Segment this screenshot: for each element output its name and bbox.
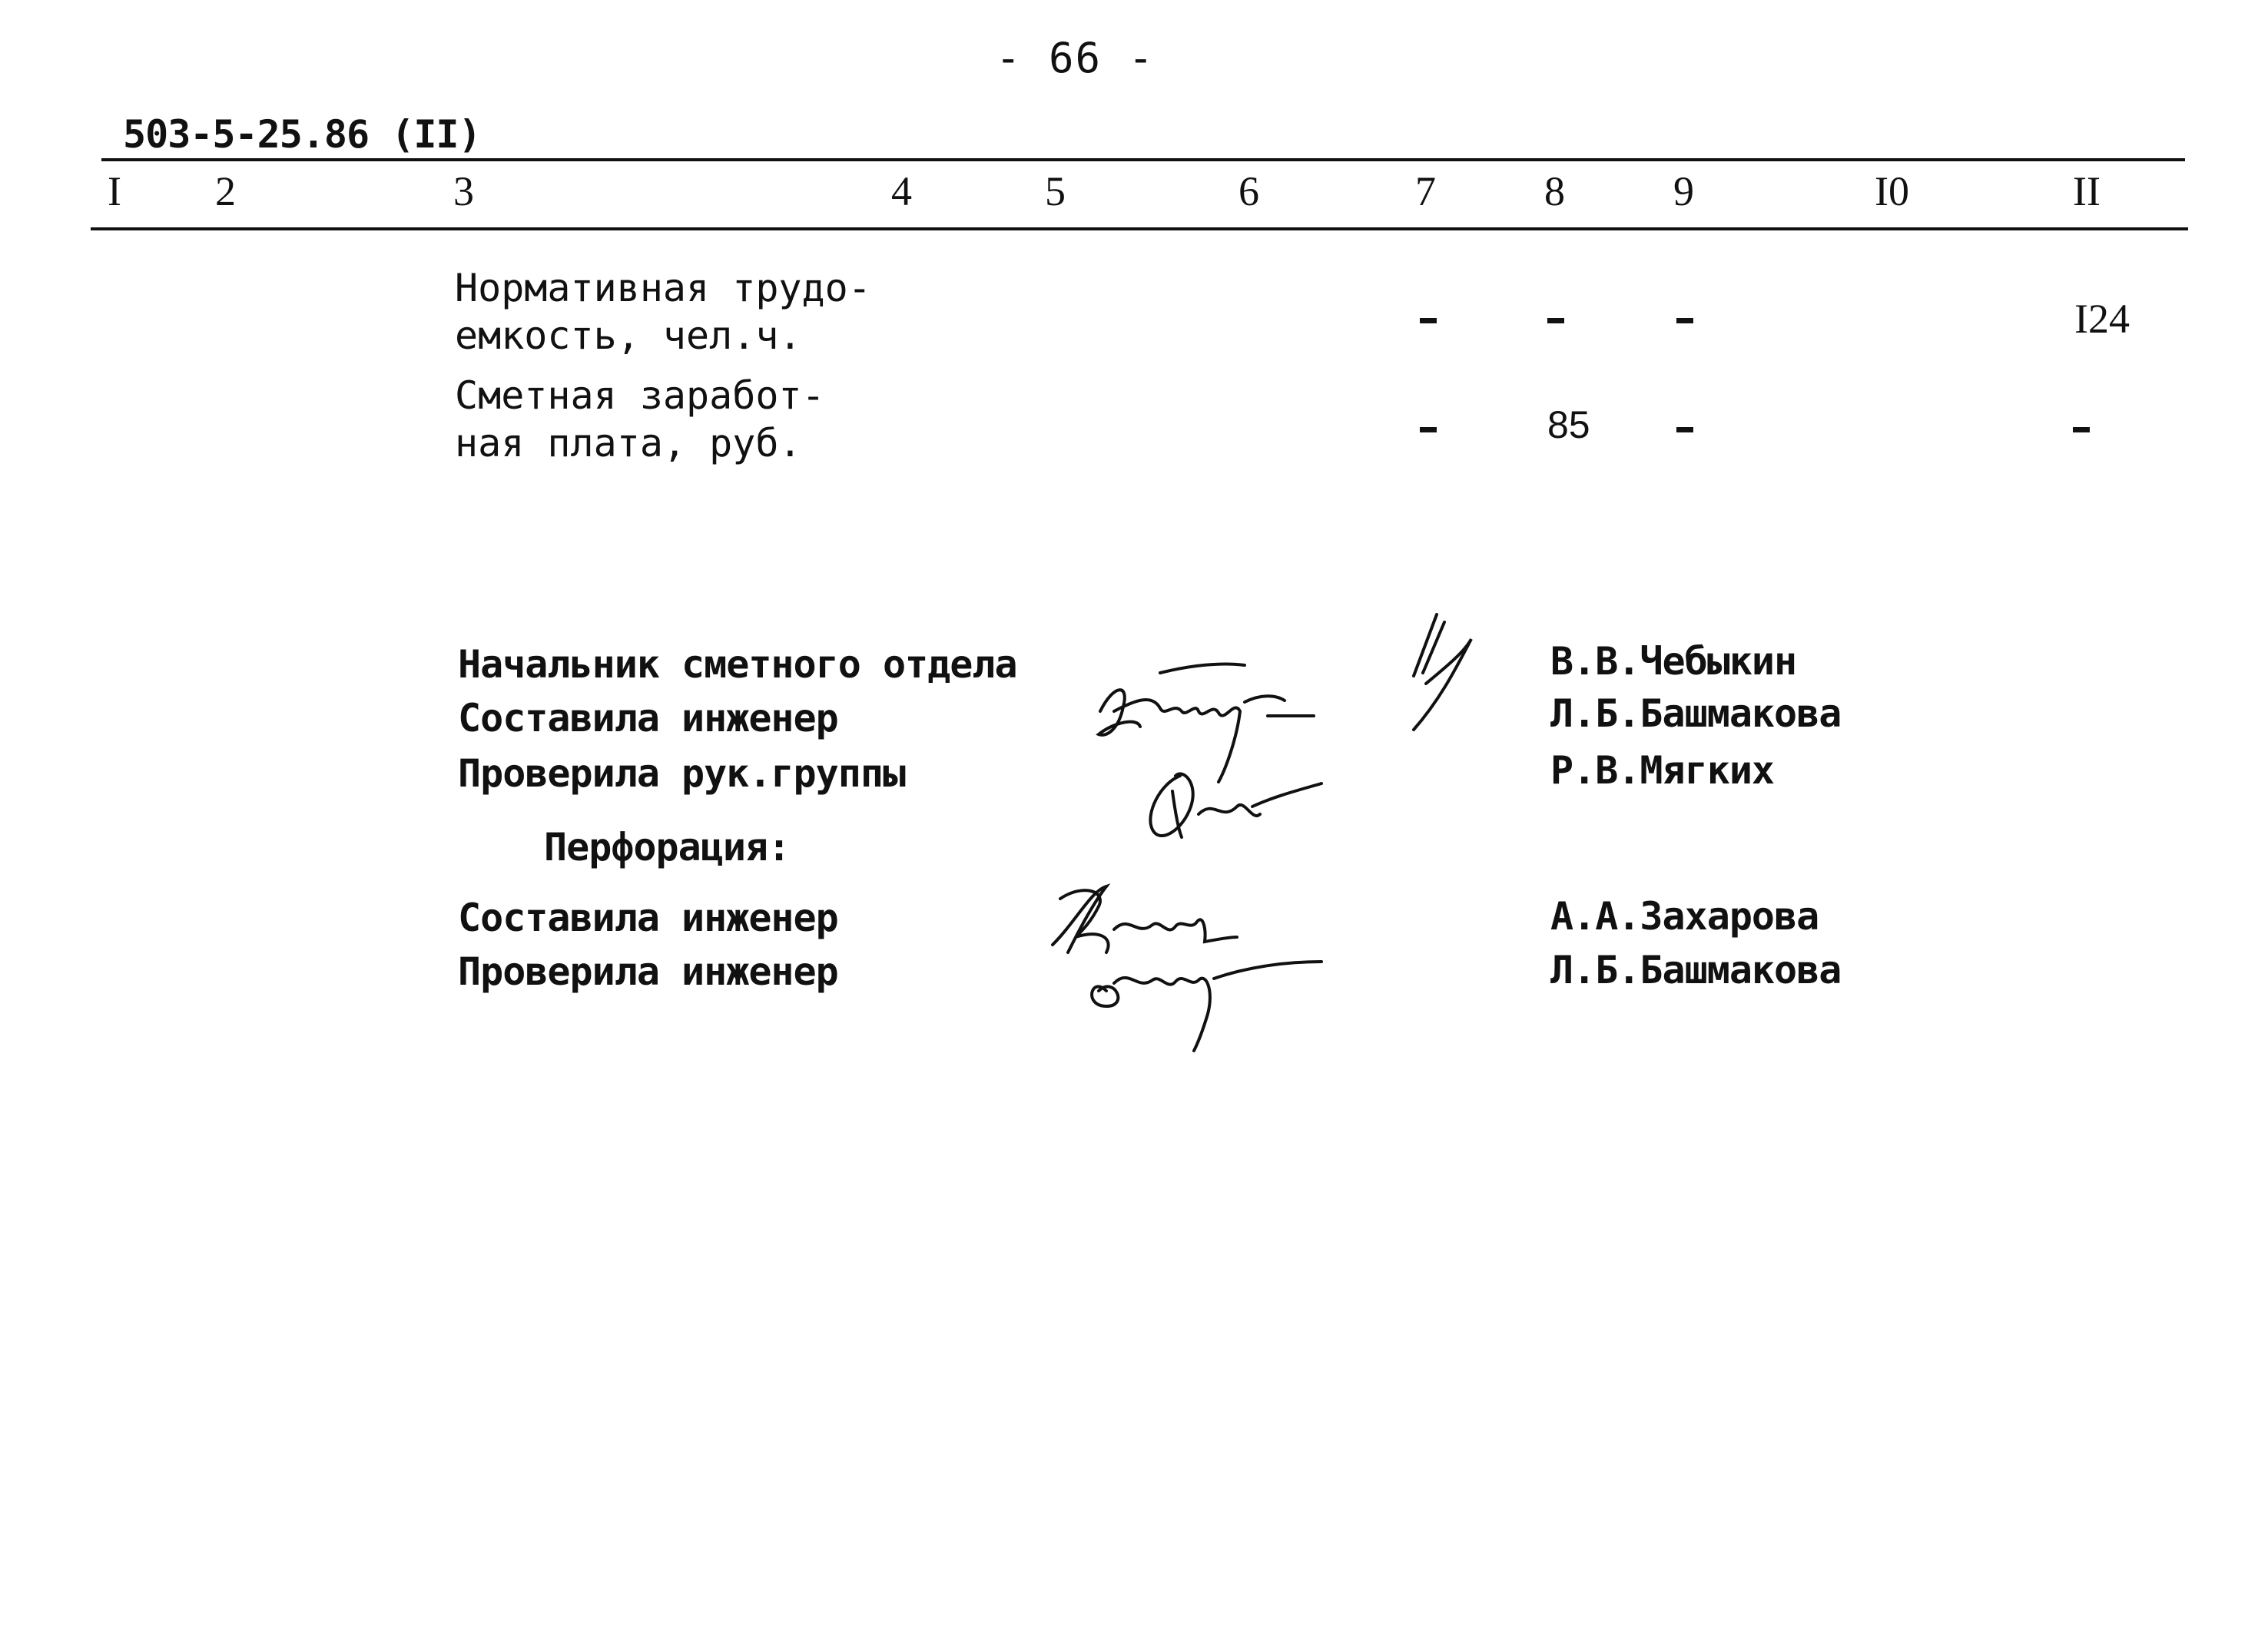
document-code: 503-5-25.86 (II): [123, 112, 481, 157]
cell-col8-dash: [1547, 318, 1564, 323]
perforation-title: Перфорация:: [544, 825, 791, 869]
cell-col9-dash: [1676, 427, 1693, 432]
table-top-rule: [101, 158, 2185, 161]
signature-role: Составила инженер: [458, 696, 838, 740]
column-header-6: 6: [1238, 168, 1259, 214]
page-number: - 66 -: [996, 34, 1156, 82]
column-header-11: II: [2073, 168, 2101, 214]
row-label-line-1: Нормативная трудо-: [455, 266, 871, 310]
cell-col7-dash: [1420, 427, 1437, 432]
column-header-10: I0: [1875, 168, 1909, 214]
cell-col9-dash: [1676, 318, 1693, 323]
signature-name: В.В.Чебыкин: [1550, 639, 1797, 684]
signature-role: Проверила рук.группы: [458, 751, 906, 796]
signature-name: Л.Б.Башмакова: [1550, 691, 1842, 736]
signature-role: Проверила инженер: [458, 949, 838, 994]
signature-name: А.А.Захарова: [1550, 894, 1819, 939]
signature-role: Составила инженер: [458, 896, 838, 940]
row-label-line-1: Сметная заработ-: [455, 373, 825, 418]
handwritten-signature-1: [1383, 599, 1506, 745]
signature-role: Начальник сметного отдела: [458, 642, 1017, 687]
column-header-4: 4: [891, 168, 912, 214]
cell-col11-dash: [2073, 427, 2090, 432]
cell-col8: 85: [1547, 403, 1590, 446]
table-header-bottom-rule: [91, 227, 2188, 230]
column-header-9: 9: [1673, 168, 1694, 214]
signature-name: Л.Б.Башмакова: [1550, 948, 1842, 992]
cell-col11: I24: [2074, 296, 2130, 342]
column-header-5: 5: [1045, 168, 1066, 214]
row-label-line-2: емкость, чел.ч.: [455, 313, 802, 358]
row-label-line-2: ная плата, руб.: [455, 421, 802, 465]
cell-col7-dash: [1420, 318, 1437, 323]
column-header-8: 8: [1544, 168, 1565, 214]
column-header-2: 2: [215, 168, 236, 214]
row-label: [455, 372, 825, 467]
column-header-3: 3: [453, 168, 474, 214]
column-header-7: 7: [1415, 168, 1436, 214]
column-header-1: I: [108, 168, 121, 214]
handwritten-signature-4: [1030, 876, 1352, 1060]
row-label: [455, 264, 871, 359]
signature-name: Р.В.Мягких: [1550, 748, 1775, 793]
handwritten-signature-3: [1129, 753, 1329, 853]
